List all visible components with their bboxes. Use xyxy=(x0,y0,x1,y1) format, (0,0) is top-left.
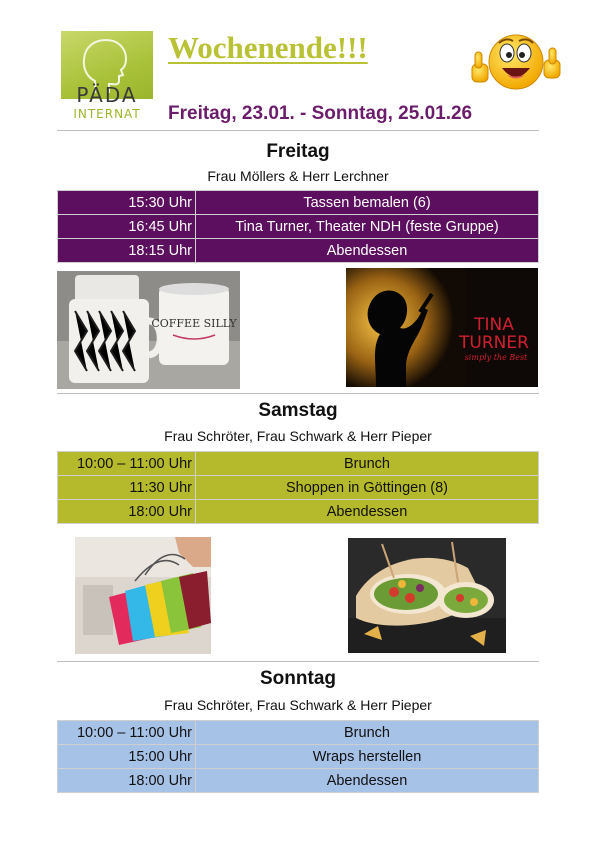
logo-sub-text: INTERNAT xyxy=(73,107,141,121)
time-cell: 10:00 – 11:00 Uhr xyxy=(58,452,196,476)
mug-text: COFFEE SILLY xyxy=(151,317,237,330)
staff-saturday: Frau Schröter, Frau Schwark & Herr Pieper xyxy=(164,428,432,444)
activity-cell: Wraps herstellen xyxy=(196,745,539,769)
activity-cell: Abendessen xyxy=(196,239,539,263)
thumbs-up-smiley-icon xyxy=(470,26,562,96)
logo-brand-text: PÄDA xyxy=(76,83,138,107)
time-cell: 18:00 Uhr xyxy=(58,500,196,524)
activity-cell: Abendessen xyxy=(196,500,539,524)
table-row xyxy=(58,452,539,476)
activity-cell: Brunch xyxy=(196,452,539,476)
time-cell: 10:00 – 11:00 Uhr xyxy=(58,721,196,745)
table-row xyxy=(58,769,539,793)
table-row xyxy=(58,191,539,215)
poster-line-1: TINA xyxy=(474,315,514,335)
tina-turner-poster xyxy=(346,268,538,387)
time-cell: 18:00 Uhr xyxy=(58,769,196,793)
activity-cell: Shoppen in Göttingen (8) xyxy=(196,476,539,500)
schedule-table-saturday xyxy=(57,451,539,524)
day-title-friday: Freitag xyxy=(266,141,330,162)
time-cell: 15:00 Uhr xyxy=(58,745,196,769)
time-cell: 16:45 Uhr xyxy=(58,215,196,239)
time-cell: 11:30 Uhr xyxy=(58,476,196,500)
divider xyxy=(57,130,539,131)
activity-cell: Abendessen xyxy=(196,769,539,793)
table-row xyxy=(58,745,539,769)
divider xyxy=(57,661,539,662)
staff-friday: Frau Möllers & Herr Lerchner xyxy=(207,168,389,184)
poster-line-3: simply the Best xyxy=(464,353,528,362)
poster-line-2: TURNER xyxy=(459,333,529,353)
table-row xyxy=(58,721,539,745)
activity-cell: Tassen bemalen (6) xyxy=(196,191,539,215)
mugs-photo xyxy=(57,271,240,389)
divider xyxy=(57,393,539,394)
table-row xyxy=(58,215,539,239)
shopping-bags-photo xyxy=(75,537,211,654)
wraps-photo xyxy=(348,538,506,653)
table-row xyxy=(58,500,539,524)
date-range: Freitag, 23.01. - Sonntag, 25.01.26 xyxy=(168,103,473,124)
schedule-table-sunday xyxy=(57,720,539,793)
activity-cell: Tina Turner, Theater NDH (feste Gruppe) xyxy=(196,215,539,239)
page-title: Wochenende!!! xyxy=(168,30,368,65)
staff-sunday: Frau Schröter, Frau Schwark & Herr Pieper xyxy=(164,697,432,713)
time-cell: 18:15 Uhr xyxy=(58,239,196,263)
table-row xyxy=(58,476,539,500)
day-title-sunday: Sonntag xyxy=(260,668,336,689)
paeda-internat-logo xyxy=(61,31,153,122)
activity-cell: Brunch xyxy=(196,721,539,745)
schedule-table-friday xyxy=(57,190,539,263)
table-row xyxy=(58,239,539,263)
day-title-saturday: Samstag xyxy=(258,400,338,421)
time-cell: 15:30 Uhr xyxy=(58,191,196,215)
